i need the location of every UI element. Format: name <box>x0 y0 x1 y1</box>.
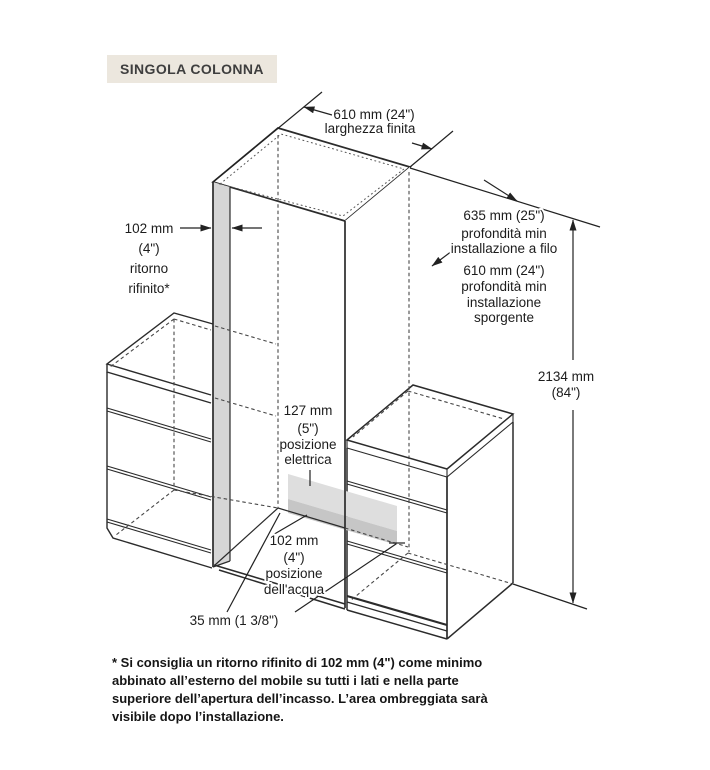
dim-height-value: 2134 mm <box>537 369 595 384</box>
dim-return-caption-1: ritorno <box>129 261 169 276</box>
dim-water-inches: (4") <box>283 550 305 565</box>
dim-electrical-value: 127 mm <box>283 403 333 418</box>
dim-width-caption: larghezza finita <box>324 121 416 136</box>
dim-depth-flush-caption-1: profondità min <box>461 226 547 241</box>
footnote-line: superiore dell’apertura dell’incasso. L’area ombreggiata sarà <box>112 691 488 706</box>
dim-depth-flush-caption-2: installazione a filo <box>450 241 558 256</box>
dim-finished-return-label <box>125 221 174 296</box>
dim-toe-clearance-label: 35 mm (1 3/8") <box>189 613 279 628</box>
dim-electrical-label <box>279 403 336 467</box>
dim-electrical-inches: (5") <box>297 421 319 436</box>
dim-depth-proud-caption-3: sporgente <box>473 310 535 325</box>
dim-electrical-caption-1: posizione <box>279 437 337 452</box>
footnote-line: visibile dopo l’installazione. <box>112 709 284 724</box>
dim-return-value: 102 mm <box>124 221 174 236</box>
finished-return-shaded-panel <box>213 182 230 567</box>
dim-return-inches: (4") <box>138 241 160 256</box>
dim-height-inches: (84") <box>551 385 581 400</box>
dim-depth-flush-value: 635 mm (25") <box>463 208 545 223</box>
dim-water-value: 102 mm <box>269 533 319 548</box>
dim-depth-proud-caption-1: profondità min <box>461 279 547 294</box>
dim-return-caption-2: rifinito* <box>128 281 170 296</box>
dim-electrical-caption-2: elettrica <box>284 452 332 467</box>
dim-depth-proud-label <box>461 263 547 325</box>
dim-width-value: 610 mm (24") <box>333 107 415 122</box>
dim-depth-flush-label <box>451 208 558 256</box>
dim-height-label <box>538 369 594 400</box>
dim-width-label <box>325 107 416 136</box>
title-badge: SINGOLA COLONNA <box>107 55 277 83</box>
dim-water-caption-2: dell'acqua <box>263 582 325 597</box>
footnote-line: abbinato all’esterno del mobile su tutti i lati e nella parte <box>112 673 459 688</box>
dim-depth-proud-caption-2: installazione <box>466 295 542 310</box>
dim-water-caption-1: posizione <box>265 566 323 581</box>
footnote <box>112 654 562 726</box>
dim-water-label <box>264 533 325 597</box>
dim-depth-proud-value: 610 mm (24") <box>463 263 545 278</box>
footnote-line: * Si consiglia un ritorno rifinito di 102 mm (4") come minimo <box>112 655 483 670</box>
